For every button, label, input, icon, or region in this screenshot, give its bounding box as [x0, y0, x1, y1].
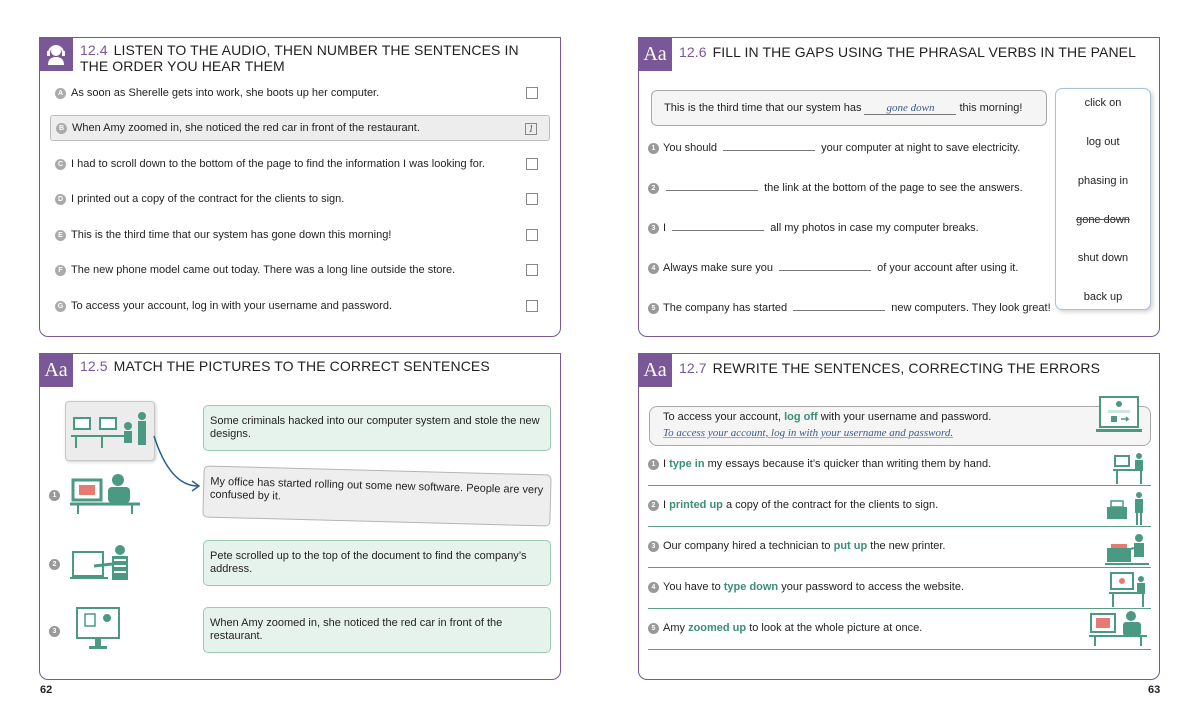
item-after: the link at the bottom of the page to see the answers.	[764, 182, 1023, 194]
order-box[interactable]: 1	[525, 123, 537, 135]
sentence-d	[50, 186, 550, 212]
letter-badge: A	[55, 88, 66, 99]
item-number: 5	[648, 623, 659, 634]
gap-item-3	[648, 220, 979, 234]
item-number: 3	[648, 223, 659, 234]
sentence-card: Pete scrolled up to the top of the document to find the company’s address.	[203, 540, 551, 586]
item-number: 1	[648, 143, 659, 154]
item-after: your computer at night to save electricity.	[821, 142, 1021, 154]
technician-icon	[1105, 530, 1149, 568]
answer-gap[interactable]	[666, 180, 758, 191]
answer-gap[interactable]	[793, 300, 885, 311]
example-answer: gone down	[864, 102, 956, 115]
vocabulary-badge: Aa	[638, 353, 672, 387]
exercise-12-6-panel	[638, 37, 1160, 337]
panel-word-used: gone down	[1076, 214, 1130, 226]
rewrite-item-1[interactable]	[648, 458, 1151, 486]
exercise-title	[80, 42, 550, 74]
item-error: type down	[723, 581, 779, 593]
sentence-text: I printed out a copy of the contract for the clients to sign.	[71, 193, 345, 205]
panel-word: back up	[1083, 291, 1123, 303]
person-at-desk-icon	[1113, 452, 1149, 486]
example-picture	[65, 401, 155, 461]
item-number: 2	[648, 500, 659, 511]
item-before: I	[663, 458, 667, 470]
sentence-e	[50, 222, 550, 248]
order-box[interactable]	[526, 264, 538, 276]
exercise-instruction: REWRITE THE SENTENCES, CORRECTING THE ERRORS	[712, 360, 1101, 376]
item-after: the new printer.	[870, 540, 946, 552]
sentence-c	[50, 151, 550, 177]
exercise-instruction: LISTEN TO THE AUDIO, THEN NUMBER THE SENTENCES IN THE ORDER YOU HEAR THEM	[80, 42, 519, 74]
item-before: You have to	[663, 581, 721, 593]
phrasal-verb-panel	[1055, 88, 1151, 310]
picture-number: 3	[49, 626, 60, 637]
vocabulary-badge: Aa	[638, 37, 672, 71]
page-number-left: 62	[40, 684, 53, 696]
item-after: to look at the whole picture at once.	[749, 622, 923, 634]
answer-gap[interactable]	[723, 140, 815, 151]
item-before: Our company hired a technician to	[663, 540, 831, 552]
item-number: 1	[648, 459, 659, 470]
sentence-text: When Amy zoomed in, she noticed the red car in front of the restaurant.	[72, 122, 420, 134]
sentence-f	[50, 257, 550, 283]
picture-number: 1	[49, 490, 60, 501]
laptop-login-icon	[1096, 395, 1142, 439]
example-answer: To access your account, log in with your username and password.	[663, 427, 954, 439]
example-before: This is the third time that our system has	[664, 102, 862, 114]
exercise-number: 12.4	[80, 42, 108, 58]
order-box[interactable]	[526, 229, 538, 241]
sentence-card: Some criminals hacked into our computer system and stole the new designs.	[203, 405, 551, 451]
picture-3-monitor	[75, 606, 123, 657]
sentence-text: This is the third time that our system has gone down this morning!	[71, 229, 392, 241]
person-at-computer-icon	[1109, 571, 1149, 609]
exercise-12-4-panel	[39, 37, 561, 337]
order-box[interactable]	[526, 87, 538, 99]
gap-item-2	[648, 180, 1023, 194]
match-arrow	[152, 434, 202, 494]
vocabulary-badge: Aa	[39, 353, 73, 387]
exercise-title	[80, 358, 550, 374]
sentence-text: As soon as Sherelle gets into work, she boots up her computer.	[71, 87, 380, 99]
sentence-card: My office has started rolling out some new software. People are very confused by it.	[202, 465, 551, 526]
letter-badge: F	[55, 265, 66, 276]
exercise-instruction: MATCH THE PICTURES TO THE CORRECT SENTENCES	[113, 358, 490, 374]
item-number: 4	[648, 582, 659, 593]
item-error: printed up	[669, 499, 723, 511]
sentence-text: I had to scroll down to the bottom of the page to find the information I was looking for.	[71, 158, 485, 170]
gap-item-1	[648, 140, 1020, 154]
item-error: zoomed up	[688, 622, 747, 634]
example-error: log off	[784, 411, 818, 423]
sentence-a	[50, 80, 550, 106]
gap-item-5	[648, 300, 1051, 314]
rewrite-item-3[interactable]	[648, 540, 1151, 568]
order-box[interactable]	[526, 158, 538, 170]
exercise-12-7-panel	[638, 353, 1160, 680]
example-before: To access your account,	[663, 411, 782, 423]
picture-number: 2	[49, 559, 60, 570]
item-before: Amy	[663, 622, 685, 634]
panel-word: click on	[1084, 97, 1122, 109]
exercise-title	[679, 44, 1149, 60]
item-after: all my photos in case my computer breaks.	[770, 222, 979, 234]
item-after: a copy of the contract for the clients to sign.	[725, 499, 939, 511]
gap-item-4	[648, 260, 1018, 274]
item-before: The company has started	[663, 302, 788, 314]
sentence-text: To access your account, log in with your username and password.	[71, 300, 392, 312]
exercise-number: 12.6	[679, 44, 707, 60]
exercise-number: 12.7	[679, 360, 707, 376]
exercise-number: 12.5	[80, 358, 108, 374]
item-number: 5	[648, 303, 659, 314]
item-after: my essays because it’s quicker than writing them by hand.	[707, 458, 992, 470]
order-box[interactable]	[526, 193, 538, 205]
picture-1-laptop-worker	[70, 472, 142, 519]
example-after: this morning!	[959, 102, 1023, 114]
item-after: new computers. They look great!	[891, 302, 1051, 314]
letter-badge: E	[55, 230, 66, 241]
letter-badge: G	[55, 301, 66, 312]
letter-badge: C	[55, 159, 66, 170]
picture-2-hacker	[70, 544, 142, 591]
item-before: I	[663, 499, 667, 511]
panel-word: log out	[1086, 136, 1120, 148]
item-error: put up	[833, 540, 868, 552]
example-after: with your username and password.	[820, 411, 992, 423]
rewrite-item-2[interactable]	[648, 499, 1151, 527]
panel-word: phasing in	[1077, 175, 1129, 187]
item-error: type in	[669, 458, 705, 470]
printer-icon	[1105, 491, 1149, 527]
item-number: 2	[648, 183, 659, 194]
item-number: 3	[648, 541, 659, 552]
letter-badge: B	[56, 123, 67, 134]
exercise-title	[679, 360, 1149, 376]
letter-badge: D	[55, 194, 66, 205]
rewrite-item-4[interactable]	[648, 581, 1151, 609]
sentence-text: The new phone model came out today. There was a long line outside the store.	[71, 264, 456, 276]
exercise-12-5-panel	[39, 353, 561, 680]
item-after: your password to access the website.	[781, 581, 965, 593]
sentence-b	[50, 115, 550, 141]
item-number: 4	[648, 263, 659, 274]
example-box	[649, 406, 1151, 446]
answer-gap[interactable]	[779, 260, 871, 271]
exercise-instruction: FILL IN THE GAPS USING THE PHRASAL VERBS IN THE PANEL	[712, 44, 1137, 60]
example-sentence	[663, 411, 1150, 423]
person-at-laptop-icon	[1089, 608, 1149, 648]
page-number-right: 63	[1148, 684, 1161, 696]
item-after: of your account after using it.	[877, 262, 1019, 274]
panel-word: shut down	[1077, 252, 1129, 264]
item-before: Always make sure you	[663, 262, 774, 274]
order-box[interactable]	[526, 300, 538, 312]
item-before: You should	[663, 142, 718, 154]
item-before: I	[663, 222, 667, 234]
sentence-card: When Amy zoomed in, she noticed the red car in front of the restaurant.	[203, 607, 551, 653]
rewrite-item-5[interactable]	[648, 622, 1151, 650]
answer-gap[interactable]	[672, 220, 764, 231]
example-box	[651, 90, 1047, 126]
sentence-g	[50, 293, 550, 319]
headphones-icon	[39, 37, 73, 71]
